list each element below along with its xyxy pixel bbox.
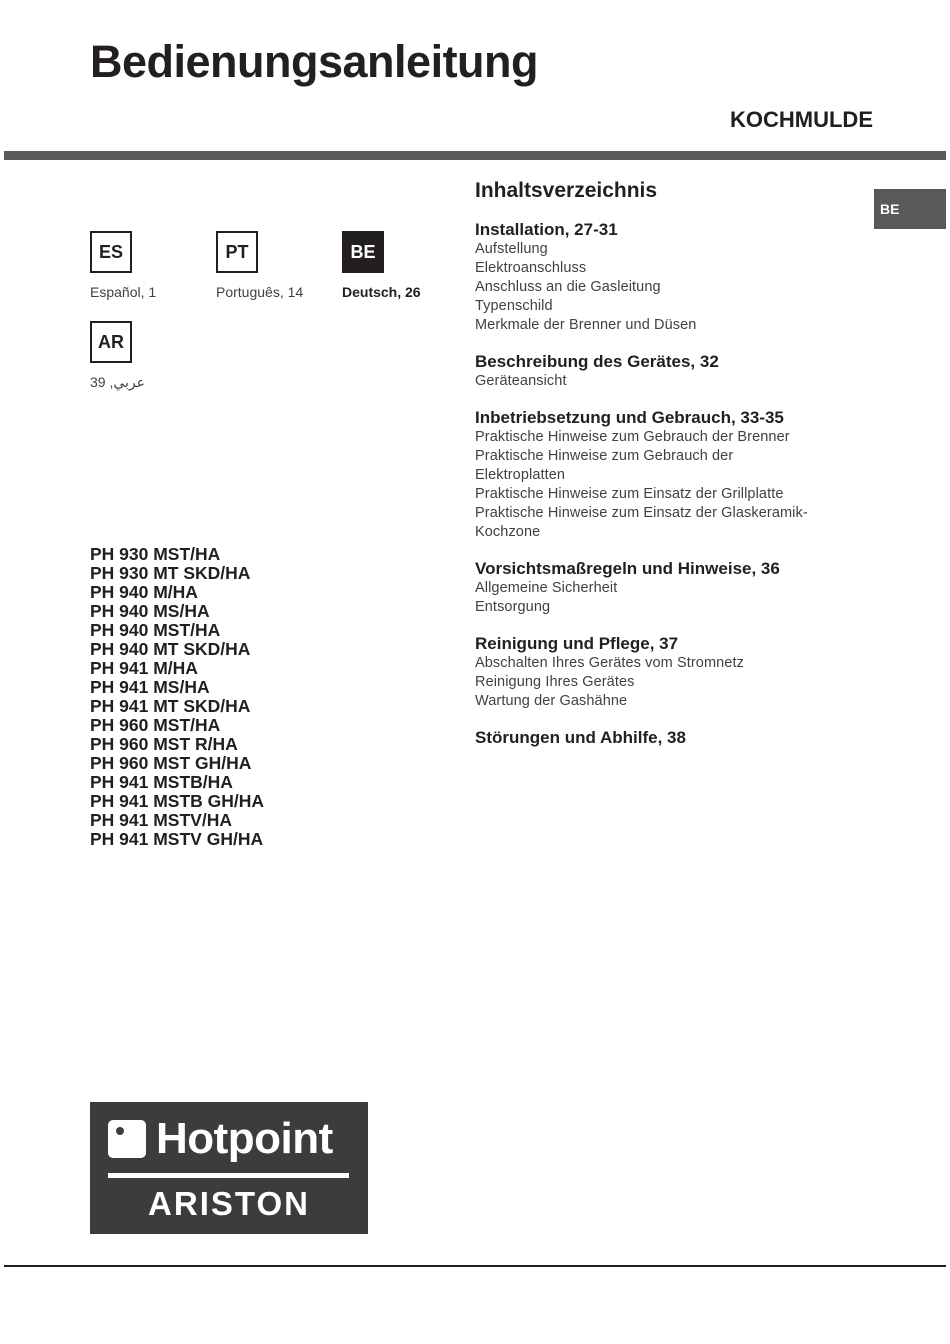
logo-sub-text: ARISTON — [148, 1185, 310, 1222]
lang-label-pt[interactable]: Português, 14 — [216, 284, 304, 300]
toc-section-beschreibung — [475, 351, 875, 391]
model-list — [90, 545, 264, 849]
lang-box-es[interactable]: ES — [90, 231, 132, 273]
model-item: PH 940 MT SKD/HA — [90, 639, 251, 659]
toc-item[interactable]: Aufstellung — [475, 241, 548, 257]
model-item: PH 941 MSTV/HA — [90, 810, 232, 830]
toc-item[interactable]: Geräteansicht — [475, 373, 567, 389]
lang-label-be[interactable]: Deutsch, 26 — [342, 284, 421, 300]
model-item: PH 960 MST R/HA — [90, 734, 238, 754]
toc-item[interactable]: Reinigung Ihres Gerätes — [475, 674, 635, 690]
model-item: PH 940 MS/HA — [90, 601, 210, 621]
logo-divider — [108, 1173, 349, 1178]
footer-divider — [4, 1265, 946, 1267]
lang-box-be[interactable]: BE — [342, 231, 384, 273]
toc-section-heading[interactable]: Installation, 27-31 — [475, 220, 618, 239]
toc-section-stoerungen — [475, 727, 875, 748]
product-type-label: KOCHMULDE — [730, 107, 873, 132]
model-item: PH 941 M/HA — [90, 658, 198, 678]
model-item: PH 940 MST/HA — [90, 620, 221, 640]
model-item: PH 941 MS/HA — [90, 677, 210, 697]
toc-item[interactable]: Abschalten Ihres Gerätes vom Stromnetz — [475, 655, 744, 671]
toc-item[interactable]: Merkmale der Brenner und Düsen — [475, 317, 697, 333]
toc-section-heading[interactable]: Vorsichtsmaßregeln und Hinweise, 36 — [475, 559, 780, 578]
lang-box-pt[interactable]: PT — [216, 231, 258, 273]
model-item: PH 960 MST GH/HA — [90, 753, 252, 773]
toc-item[interactable]: Wartung der Gashähne — [475, 693, 628, 709]
page-title: Bedienungsanleitung — [90, 36, 539, 87]
toc-title: Inhaltsverzeichnis — [475, 179, 658, 202]
toc-section-installation — [475, 219, 875, 335]
hotpoint-ariston-logo — [90, 1102, 368, 1234]
logo-brand-text: Hotpoint — [156, 1114, 333, 1163]
toc-item[interactable]: Praktische Hinweise zum Gebrauch der Elektroplatten — [475, 448, 734, 483]
toc-item[interactable]: Typenschild — [475, 298, 553, 314]
toc-item[interactable]: Elektroanschluss — [475, 260, 587, 276]
model-item: PH 941 MSTB GH/HA — [90, 791, 265, 811]
model-item: PH 930 MT SKD/HA — [90, 563, 251, 583]
table-of-contents — [475, 179, 875, 764]
header-divider — [4, 151, 946, 160]
toc-item[interactable]: Praktische Hinweise zum Einsatz der Grillplatte — [475, 486, 784, 502]
toc-item[interactable]: Allgemeine Sicherheit — [475, 580, 618, 596]
model-item: PH 941 MSTB/HA — [90, 772, 233, 792]
toc-section-heading[interactable]: Störungen und Abhilfe, 38 — [475, 728, 686, 747]
toc-section-heading[interactable]: Beschreibung des Gerätes, 32 — [475, 352, 719, 371]
toc-section-heading[interactable]: Inbetriebsetzung und Gebrauch, 33-35 — [475, 408, 784, 427]
lang-label-ar[interactable]: عربي, 39 — [90, 374, 146, 390]
toc-section-reinigung — [475, 633, 875, 711]
lang-label-es[interactable]: Español, 1 — [90, 284, 157, 300]
toc-item[interactable]: Praktische Hinweise zum Einsatz der Glaskeramik-Kochzone — [475, 505, 808, 540]
model-item: PH 941 MSTV GH/HA — [90, 829, 264, 849]
toc-item[interactable]: Anschluss an die Gasleitung — [475, 279, 661, 295]
toc-item[interactable]: Praktische Hinweise zum Gebrauch der Brenner — [475, 429, 790, 445]
model-item: PH 930 MST/HA — [90, 544, 221, 564]
toc-section-inbetriebsetzung — [475, 407, 875, 542]
toc-item[interactable]: Entsorgung — [475, 599, 551, 615]
toc-section-vorsicht — [475, 558, 875, 617]
model-item: PH 941 MT SKD/HA — [90, 696, 251, 716]
lang-box-ar[interactable]: AR — [90, 321, 132, 363]
language-side-tab[interactable]: BE — [874, 189, 946, 229]
hotpoint-icon — [108, 1120, 146, 1158]
toc-section-heading[interactable]: Reinigung und Pflege, 37 — [475, 634, 679, 653]
model-item: PH 940 M/HA — [90, 582, 198, 602]
model-item: PH 960 MST/HA — [90, 715, 221, 735]
